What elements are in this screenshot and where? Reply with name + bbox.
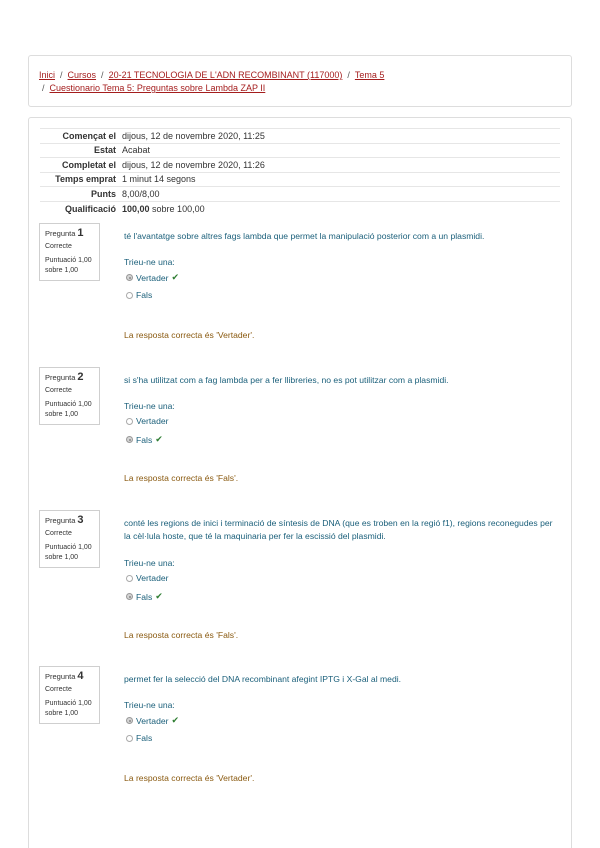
radio-icon[interactable] [126, 593, 133, 600]
question-info-2 [39, 367, 100, 425]
breadcrumb-link-tema[interactable]: Tema 5 [354, 70, 385, 80]
summary-row-time [40, 172, 560, 187]
summary-value: 1 minut 14 segons [122, 174, 196, 185]
question-mark-max: sobre 1,00 [45, 710, 79, 717]
question-text-3: conté les regions de inici i terminació de síntesis de DNA (que es troben en la regió f1), regions reconegudes per la cèl·lula hoste, que té la maquinaria per fer la escissió del plasmidi. [124, 518, 553, 541]
option-label: Vertader [136, 272, 169, 283]
question-number: 1 [77, 227, 84, 239]
summary-value: 8,00/8,00 [122, 188, 160, 199]
radio-icon[interactable] [126, 292, 133, 299]
option-label: Fals [136, 591, 153, 602]
summary-label: Punts [90, 188, 116, 199]
option-vertader[interactable] [126, 416, 169, 426]
question-text-4: permet fer la selecció del DNA recombinant afegint IPTG i X-Gal al medi. [124, 674, 402, 684]
summary-value: dijous, 12 de novembre 2020, 11:25 [122, 130, 265, 141]
check-icon: ✔ [171, 715, 180, 725]
breadcrumb-row-1 [39, 69, 561, 82]
summary-row-marks [40, 187, 560, 202]
feedback-right-answer: La resposta correcta és 'Fals'. [124, 473, 239, 483]
question-state: Correcte [45, 530, 72, 537]
breadcrumb-link-course[interactable]: 20-21 TECNOLOGIA DE L'ADN RECOMBINANT (117000) [108, 70, 343, 80]
summary-value [122, 201, 560, 216]
option-label: Vertader [136, 715, 169, 726]
radio-icon[interactable] [126, 418, 133, 425]
question-label: Pregunta [45, 672, 76, 681]
grade-value: 100,00 [122, 203, 150, 214]
question-number: 2 [77, 371, 84, 383]
question-state: Correcte [45, 387, 72, 394]
feedback-right-answer: La resposta correcta és 'Fals'. [124, 630, 239, 640]
option-fals[interactable] [126, 591, 163, 602]
check-icon: ✔ [171, 272, 180, 282]
breadcrumb [28, 55, 572, 107]
answer-prompt: Trieu-ne una: [124, 558, 175, 568]
question-label: Pregunta [45, 373, 76, 382]
question-text-2: si s'ha utilitzat com a fag lambda per a fer llibreries, no es pot utilitzar com a plasmidi. [124, 375, 449, 385]
option-vertader[interactable] [126, 272, 179, 283]
answer-prompt: Trieu-ne una: [124, 401, 175, 411]
summary-row-state [40, 143, 560, 158]
option-fals[interactable] [126, 290, 152, 300]
breadcrumb-row-2 [39, 82, 561, 95]
attempt-summary-table [40, 128, 560, 216]
summary-row-started [40, 129, 560, 144]
option-fals[interactable] [126, 434, 163, 445]
question-state: Correcte [45, 243, 72, 250]
question-mark: Puntuació 1,00 [45, 544, 92, 551]
summary-label: Temps emprat [55, 174, 116, 185]
option-vertader[interactable] [126, 715, 179, 726]
question-mark-max: sobre 1,00 [45, 554, 79, 561]
option-label: Fals [136, 434, 153, 445]
question-label: Pregunta [45, 229, 76, 238]
summary-label: Estat [93, 145, 116, 156]
question-state: Correcte [45, 686, 72, 693]
option-fals[interactable] [126, 733, 152, 743]
option-label: Vertader [136, 416, 169, 426]
question-label: Pregunta [45, 516, 76, 525]
question-mark-max: sobre 1,00 [45, 411, 79, 418]
breadcrumb-separator: / [347, 70, 350, 80]
breadcrumb-separator: / [101, 70, 104, 80]
check-icon: ✔ [155, 591, 163, 601]
breadcrumb-separator: / [60, 70, 63, 80]
question-info-3 [39, 510, 100, 568]
question-info-1 [39, 223, 100, 281]
question-mark: Puntuació 1,00 [45, 401, 92, 408]
summary-value: dijous, 12 de novembre 2020, 11:26 [122, 159, 265, 170]
question-mark: Puntuació 1,00 [45, 257, 92, 264]
quiz-review-panel [28, 117, 572, 848]
breadcrumb-separator: / [42, 83, 45, 93]
summary-value: Acabat [122, 145, 151, 156]
summary-row-grade [40, 201, 560, 216]
summary-label: Completat el [61, 159, 116, 170]
option-label: Vertader [136, 573, 169, 583]
breadcrumb-link-quiz[interactable]: Cuestionario Tema 5: Preguntas sobre Lambda ZAP II [49, 83, 266, 93]
summary-label: Qualificació [64, 203, 116, 214]
radio-icon[interactable] [126, 274, 133, 281]
breadcrumb-link-cursos[interactable]: Cursos [67, 70, 97, 80]
feedback-right-answer: La resposta correcta és 'Vertader'. [124, 330, 255, 340]
option-label: Fals [136, 290, 153, 300]
question-number: 3 [77, 514, 84, 526]
question-mark: Puntuació 1,00 [45, 700, 92, 707]
summary-row-completed [40, 158, 560, 173]
radio-icon[interactable] [126, 735, 133, 742]
check-icon: ✔ [155, 434, 163, 444]
answer-prompt: Trieu-ne una: [124, 700, 175, 710]
radio-icon[interactable] [126, 717, 133, 724]
feedback-right-answer: La resposta correcta és 'Vertader'. [124, 773, 255, 783]
radio-icon[interactable] [126, 575, 133, 582]
question-number: 4 [77, 670, 84, 682]
question-info-4 [39, 666, 100, 724]
answer-prompt: Trieu-ne una: [124, 257, 175, 267]
summary-label: Començat el [62, 130, 116, 141]
question-text-1: té l'avantatge sobre altres fags lambda que permet la manipulació posterior com a un plasmidi. [124, 231, 485, 241]
question-mark-max: sobre 1,00 [45, 267, 79, 274]
radio-icon[interactable] [126, 436, 133, 443]
option-label: Fals [136, 733, 153, 743]
option-vertader[interactable] [126, 573, 169, 583]
grade-suffix: sobre 100,00 [152, 203, 205, 214]
breadcrumb-link-inici[interactable]: Inici [39, 70, 56, 80]
